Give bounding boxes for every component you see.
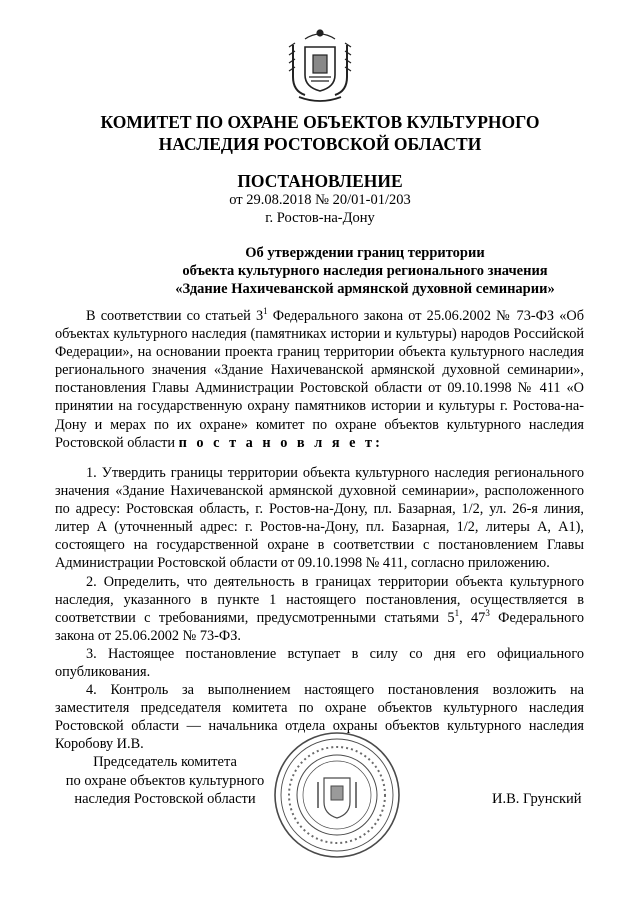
item-2-text-1: 2. Определить, что деятельность в границах территории объекта культурного наследия, указанного в пункте 1 настоящего постановления, осуществляется в соответствии с требованиями, предусмотренными статьями 5	[55, 573, 584, 626]
document-subject	[135, 244, 595, 298]
date-number	[0, 191, 640, 227]
item-2	[55, 573, 584, 645]
item-1: 1. Утвердить границы территории объекта культурного наследия регионального значения «Здание Нахичеванской армянской духовной семинарии», расположенного по адресу: Ростовская область, г. Ростов-на-Дону, пл. Базарная, 1/2, ул. 26-я линия, литер А (уточненный адрес: г. Ростов-на-Дону, пл. Базарная, 1/2, литеры А, А1), состоящего на государственной охране в соответствии с постановлением Главы Администрации Ростовской области от 09.10.1998 № 411, согласно приложению.	[55, 465, 584, 572]
item-2-mid: , 47	[459, 609, 486, 626]
official-seal-stamp	[272, 730, 402, 860]
item-2-text-2: Федерального закона от 25.06.2002 № 73-ФЗ.	[55, 609, 584, 644]
document-type: ПОСТАНОВЛЕНИЕ	[237, 171, 403, 191]
date-number-text: от 29.08.2018 № 20/01-01/203	[229, 192, 411, 208]
preamble-sup: 1	[263, 306, 268, 317]
signatory-name: И.В. Грунский	[492, 791, 582, 807]
signatory-position	[60, 753, 270, 809]
items	[55, 464, 584, 754]
preamble-paragraph	[55, 307, 584, 452]
coat-of-arms-icon	[285, 25, 355, 105]
subject-line1: Об утверждении границ территории	[245, 245, 485, 261]
preamble	[55, 307, 584, 452]
org-title-line1: КОМИТЕТ ПО ОХРАНЕ ОБЪЕКТОВ КУЛЬТУРНОГО	[100, 112, 540, 132]
position-line1: Председатель комитета	[93, 754, 237, 770]
item-2-sup-2: 3	[485, 607, 490, 618]
subject-line3: «Здание Нахичеванской армянской духовной семинарии»	[175, 281, 555, 297]
item-3: 3. Настоящее постановление вступает в силу со дня его официального опубликования.	[55, 645, 584, 681]
city: г. Ростов-на-Дону	[265, 210, 375, 226]
position-line2: по охране объектов культурного	[65, 772, 265, 789]
position-line3: наследия Ростовской области	[74, 791, 256, 807]
resolves-word: п о с т а н о в л я е т:	[178, 434, 383, 451]
org-title-line2: НАСЛЕДИЯ РОСТОВСКОЙ ОБЛАСТИ	[158, 134, 482, 154]
item-2-sup-1: 1	[454, 607, 460, 618]
subject-line2: объекта культурного наследия регионального значения	[182, 263, 548, 279]
item-4: 4. Контроль за выполнением настоящего постановления возложить на заместителя председателя комитета по охране объектов культурного наследия Ростовской области — начальника отдела охраны объектов культурного наследия Коробову И.В.	[55, 682, 584, 753]
preamble-text-1: В соответствии со статьей 3	[86, 308, 264, 324]
preamble-text-2: Федерального закона от 25.06.2002 № 73-ФЗ «Об объектах культурного наследия (памятниках истории и культуры) народов Российской Федерации», на основании проекта границ территории объекта культурного наследия регионального значения «Здание Нахичеванской армянской духовной семинарии», постановления Главы Администрации Ростовской области от 09.10.1998 № 411 «О принятии на государственную охрану памятников истории и культуры г. Ростова-на-Дону и мерах по их охране» комитет по охране объектов культурного наследия Ростовской области	[55, 308, 584, 451]
